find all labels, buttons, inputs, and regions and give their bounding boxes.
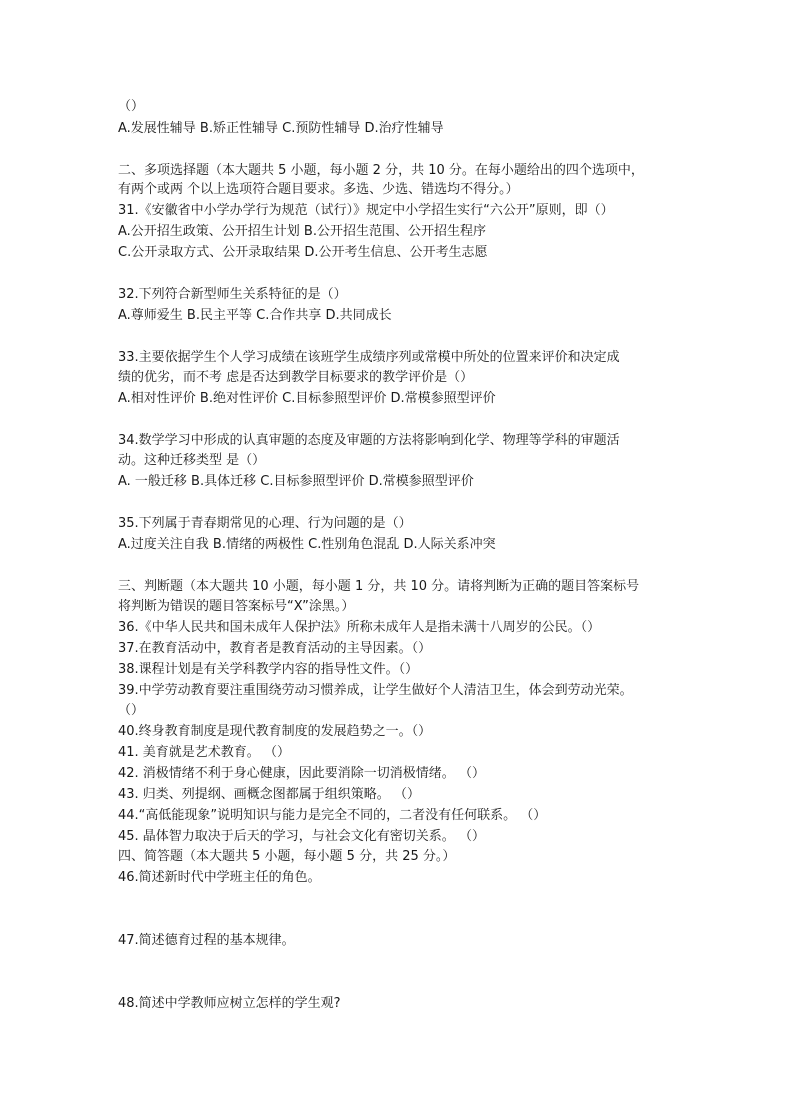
question-33-continued: 绩的优劣，而不考 虑是否达到教学目标要求的教学评价是（） (118, 370, 474, 385)
question-36: 36.《中华人民共和国未成年人保护法》所称未成年人是指未满十八周岁的公民。（） (118, 620, 601, 635)
section-instructions: 有两个或两 个以上选项符合题目要求。多选、少选、错选均不得分。） (118, 182, 519, 197)
question-46: 46.简述新时代中学班主任的角色。 (118, 870, 321, 885)
section-heading-multiple-choice: 二、多项选择题（本大题共 5 小题，每小题 2 分，共 10 分。在每小题给出的四个选项中， (118, 163, 644, 178)
question-31: 31.《安徽省中小学办学行为规范（试行）》规定中小学招生实行“六公开”原则，即（） (118, 203, 614, 218)
question-41: 41. 美育就是艺术教育。 （） (118, 745, 290, 760)
question-32: 32.下列符合新型师生关系特征的是（） (118, 287, 347, 302)
question-42: 42. 消极情绪不利于身心健康，因此要消除一切消极情绪。 （） (118, 766, 485, 781)
section-heading-true-false: 三、判断题（本大题共 10 小题，每小题 1 分，共 10 分。请将判断为正确的题目答案标号 (118, 579, 640, 594)
question-47: 47.简述德育过程的基本规律。 (118, 933, 295, 948)
question-33: 33.主要依据学生个人学习成绩在该班学生成绩序列或常模中所处的位置来评价和决定成 (118, 350, 620, 365)
question-34: 34.数学学习中形成的认真审题的态度及审题的方法将影响到化学、物理等学科的审题活 (118, 433, 620, 448)
section-heading-short-answer: 四、简答题（本大题共 5 小题，每小题 5 分，共 25 分。） (118, 849, 456, 864)
question-31-options-ab: A.公开招生政策、公开招生计划 B.公开招生范围、公开招生程序 (118, 224, 486, 239)
question-35-options: A.过度关注自我 B.情绪的两极性 C.性别角色混乱 D.人际关系冲突 (118, 537, 496, 552)
section-instructions: 将判断为错误的题目答案标号“X”涂黑。） (118, 599, 355, 614)
question-40: 40.终身教育制度是现代教育制度的发展趋势之一。（） (118, 724, 432, 739)
question-44: 44.“高低能现象”说明知识与能力是完全不同的，二者没有任何联系。 （） (118, 808, 547, 823)
question-37: 37.在教育活动中，教育者是教育活动的主导因素。（） (118, 641, 432, 656)
question-38: 38.课程计划是有关学科教学内容的指导性文件。（） (118, 662, 419, 677)
question-31-options-cd: C.公开录取方式、公开录取结果 D.公开考生信息、公开考生志愿 (118, 245, 488, 260)
question-45: 45. 晶体智力取决于后天的学习，与社会文化有密切关系。 （） (118, 829, 485, 844)
question-39-blank: （） (118, 703, 145, 718)
question-options: A.发展性辅导 B.矫正性辅导 C.预防性辅导 D.治疗性辅导 (118, 121, 444, 136)
question-35: 35.下列属于青春期常见的心理、行为问题的是（） (118, 516, 412, 531)
question-34-continued: 动。这种迁移类型 是（） (118, 453, 266, 468)
question-32-options: A.尊师爱生 B.民主平等 C.合作共享 D.共同成长 (118, 308, 392, 323)
question-39: 39.中学劳动教育要注重围绕劳动习惯养成，让学生做好个人清洁卫生，体会到劳动光荣。 (118, 683, 633, 698)
question-43: 43. 归类、列提纲、画概念图都属于组织策略。 （） (118, 787, 420, 802)
question-48: 48.简述中学教师应树立怎样的学生观? (118, 996, 341, 1011)
question-34-options: A. 一般迁移 B.具体迁移 C.目标参照型评价 D.常模参照型评价 (118, 474, 474, 489)
question-33-options: A.相对性评价 B.绝对性评价 C.目标参照型评价 D.常模参照型评价 (118, 391, 496, 406)
answer-blank: （） (118, 99, 145, 114)
